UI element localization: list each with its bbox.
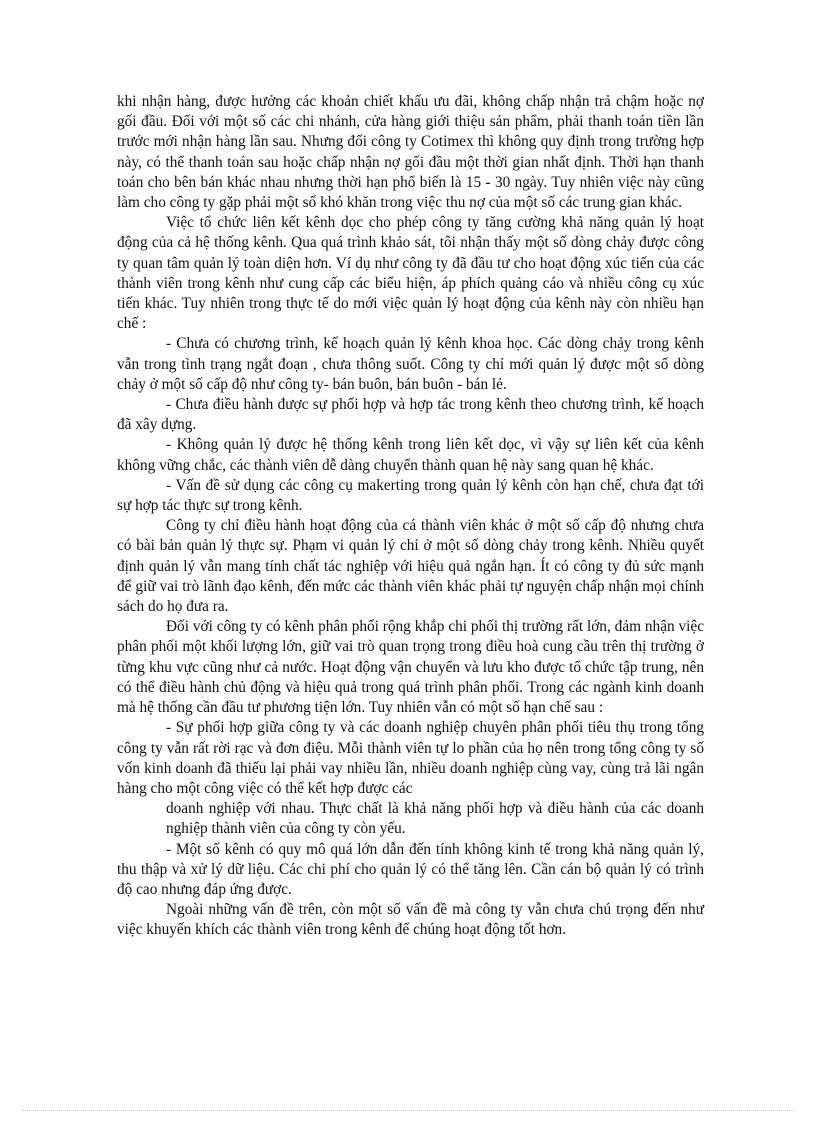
paragraph-1: khi nhận hàng, được hưởng các khoản chiết khấu ưu đãi, không chấp nhận trả chậm hoặc nợ gối đầu. Đối với một số các chi nhánh, cửa hàng giới thiệu sản phẩm, phải thanh toán tiền lần trước mới nhận hàng lần sau. Nhưng đối công ty Cotimex thì không quy định trong trường hợp này, có thể thanh toán sau hoặc chấp nhận nợ gối đầu một thời gian nhất định. Thời hạn thanh toán cho bên bán khác nhau nhưng thời hạn phổ biến là 15 - 30 ngày. Tuy nhiên việc này cũng làm cho công ty gặp phải một số khó khăn trong việc thu nợ của một số các trung gian khác. [117,93,704,212]
paragraph-6: - Vấn đề sử dụng các công cụ makerting trong quản lý kênh còn hạn chế, chưa đạt tới sự hợp tác thực sự trong kênh. [117,476,704,515]
paragraph-2: Việc tổ chức liên kết kênh dọc cho phép công ty tăng cường khả năng quản lý hoạt động của cả hệ thống kênh. Qua quá trình khảo sát, tôi nhận thấy một số dòng chảy được công ty quan tâm quản lý toàn diện hơn. Ví dụ như công ty đã đầu tư cho hoạt động xúc tiến của các thành viên trong kênh như cung cấp các biểu hiện, áp phích quảng cáo và nhiều công cụ xúc tiến khác. Tuy nhiên trong thực tế do mới việc quản lý hoạt động của kênh này còn nhiều hạn chế : [117,214,704,333]
paragraph-8: Đối với công ty có kênh phân phối rộng khắp chi phối thị trường rất lớn, đảm nhận việc phân phối một khối lượng lớn, giữ vai trò quan trọng trong điều hoà cung cầu trên thị trường ở từng khu vực cũng như cả nước. Hoạt động vận chuyển và lưu kho được tổ chức tập trung, nên có thể điều hành chủ động và hiệu quả trong quá trình phân phối. Trong các ngành kinh doanh mà hệ thống cần đầu tư phương tiện lớn. Tuy nhiên vẫn có một số hạn chế sau : [117,618,704,717]
paragraph-3: - Chưa có chương trình, kế hoạch quản lý kênh khoa học. Các dòng chảy trong kênh vẫn trong tình trạng ngắt đoạn , chưa thông suốt. Công ty chỉ mới quản lý được một số dòng chảy ở một số cấp độ như công ty- bán buôn, bán buôn - bán lẻ. [117,335,704,393]
paragraph-10: doanh nghiệp với nhau. Thực chất là khả năng phối hợp và điều hành của các doanh nghiệp thành viên của công ty còn yếu. [166,800,704,838]
page-bottom-divider [22,1110,794,1111]
paragraph-5: - Không quản lý được hệ thống kênh trong liên kết dọc, vì vậy sự liên kết của kênh không vững chắc, các thành viên dễ dàng chuyển thành quan hệ này sang quan hệ khác. [117,436,704,474]
paragraph-7: Công ty chỉ điều hành hoạt động của cá thành viên khác ở một số cấp độ nhưng chưa có bài bản quản lý thực sự. Phạm vi quản lý chỉ ở một số dòng chảy trong kênh. Nhiều quyết định quản lý vẫn mang tính chất tác nghiệp với hiệu quả ngắn hạn. Ít có công ty đủ sức mạnh để giữ vai trò lãnh đạo kênh, đến mức các thành viên khác phải tự nguyện chấp nhận mọi chính sách do họ đưa ra. [117,517,704,616]
paragraph-11: - Một số kênh có quy mô quá lớn dẫn đến tính không kinh tế trong khả năng quản lý, thu thập và xử lý dữ liệu. Các chi phí cho quản lý có thể tăng lên. Cần cán bộ quản lý có trình độ cao nhưng đáp ứng được. [117,840,704,898]
document-body [117,92,704,941]
paragraph-4: - Chưa điều hành được sự phối hợp và hợp tác trong kênh theo chương trình, kế hoạch đã xây dựng. [117,396,704,434]
paragraph-9: - Sự phối hợp giữa công ty và các doanh nghiệp chuyên phân phối tiêu thụ trong tổng công ty vẫn rất rời rạc và đơn điệu. Mỗi thành viên tự lo phần của họ nên trong tổng công ty số vốn kinh doanh đã thiếu lại phải vay nhiều lần, nhiều doanh nghiệp cùng vay, cùng trả lãi ngân hàng cho một công việc có thể kết hợp được các [117,719,704,797]
paragraph-12: Ngoài những vấn đề trên, còn một số vấn đề mà công ty vẫn chưa chú trọng đến như việc khuyến khích các thành viên trong kênh để chúng hoạt động tốt hơn. [117,901,704,939]
